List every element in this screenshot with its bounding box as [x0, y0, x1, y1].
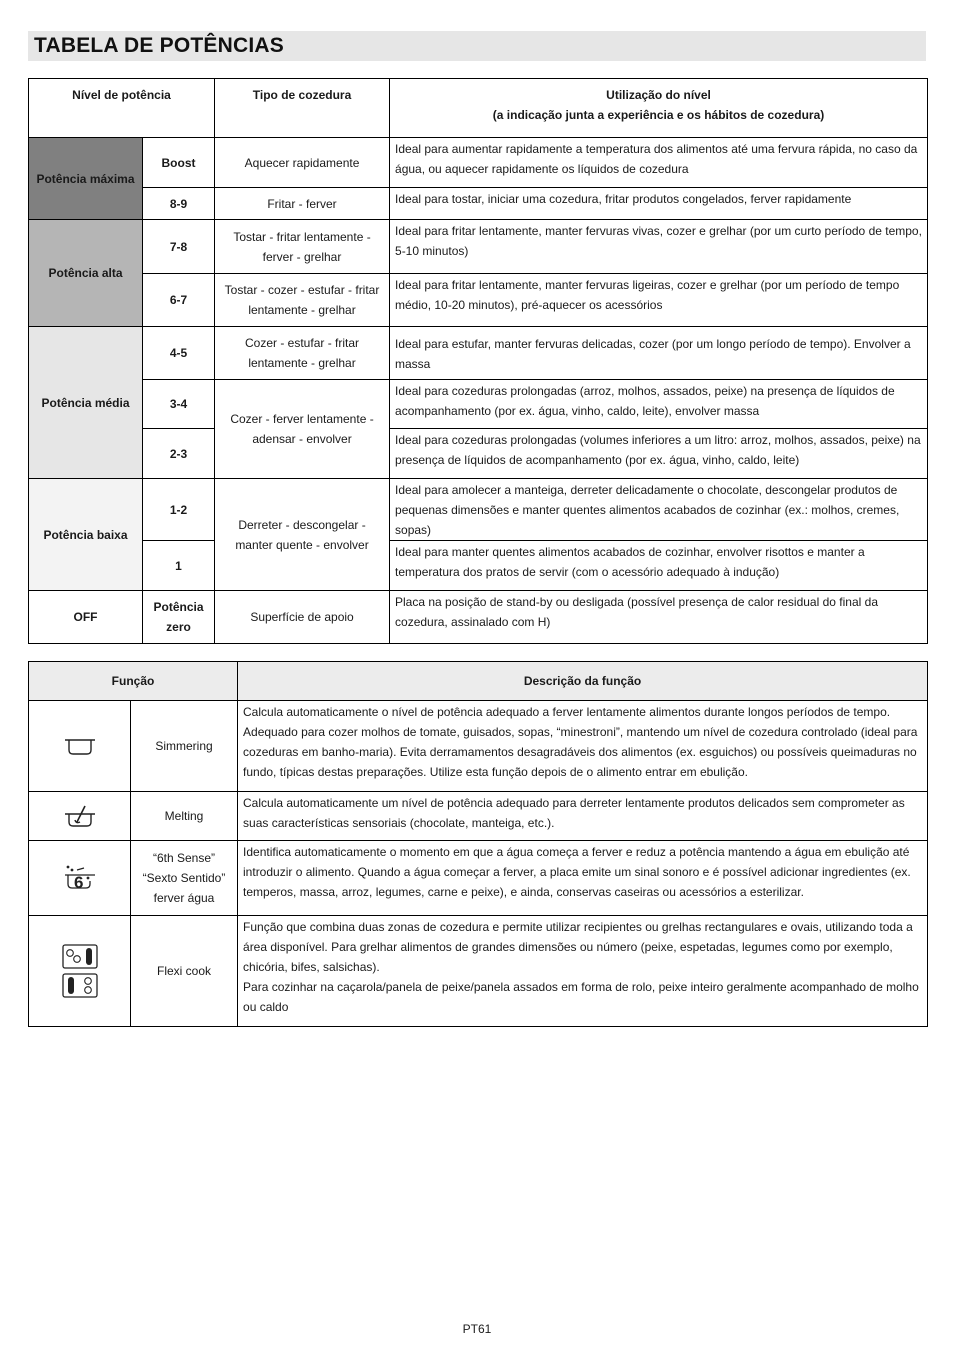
table-row [29, 327, 928, 380]
usage-text: Ideal para aumentar rapidamente a temperatura dos alimentos até uma fervura rápida, no caso da água, ou aquecer rapidamente os líquidos de cozedura [390, 138, 928, 188]
table-row [29, 188, 928, 220]
usage-text: Ideal para cozeduras prolongadas (volumes inferiores a um litro: arroz, molhos, assados, peixe) na presença de líquidos de acompanhamento (por ex. água, vinho, caldo, leite) [390, 429, 928, 479]
functions-table-header [29, 662, 928, 701]
table-row [29, 916, 928, 1027]
function-name-line: “Sexto Sentido” [142, 871, 226, 885]
cooking-type: Fritar - ferver [215, 188, 390, 220]
melting-pot-icon [63, 803, 97, 829]
cooking-type: Cozer - estufar - fritar lentamente - grelhar [215, 327, 390, 380]
header-function: Função [29, 662, 238, 701]
power-table-header [29, 79, 928, 138]
level-value: 2-3 [143, 429, 215, 479]
table-row [29, 220, 928, 274]
function-description: Identifica automaticamente o momento em que a água começa a ferver e reduz a potência mantendo a água em ebulição até introduzir o alimento. Quando a água começar a ferver, a placa emite um sinal sonoro e é possível adicionar ingredientes (ex. temperos, massa, arroz, legumes, carne e peixe), e ainda, conservas caseiras ou acessórios a esterilizar. [238, 841, 928, 916]
level-value: Boost [143, 138, 215, 188]
table-row [29, 138, 928, 188]
usage-text: Ideal para fritar lentamente, manter fervuras vivas, cozer e grelhar (por um curto período de tempo, 5-10 minutos) [390, 220, 928, 274]
level-value: 7-8 [143, 220, 215, 274]
group-off: OFF [29, 591, 143, 644]
table-row [29, 792, 928, 841]
cooking-type: Tostar - fritar lentamente - ferver - grelhar [215, 220, 390, 274]
usage-text: Ideal para amolecer a manteiga, derreter delicadamente o chocolate, descongelar produtos de pequenas dimensões e manter quentes alimentos acabados de cozinhar (ex.: molhos, cremes, sopas) [390, 479, 928, 541]
table-row [29, 274, 928, 327]
cooking-type: Derreter - descongelar - manter quente - envolver [215, 479, 390, 591]
function-name-line: “6th Sense” [152, 851, 216, 865]
level-value: 8-9 [143, 188, 215, 220]
power-levels-table [28, 78, 928, 644]
level-value: 4-5 [143, 327, 215, 380]
level-value: 6-7 [143, 274, 215, 327]
sixth-sense-boil-icon [62, 864, 98, 892]
group-potencia-media: Potência média [29, 327, 143, 479]
table-row [29, 541, 928, 591]
group-potencia-alta: Potência alta [29, 220, 143, 327]
cooking-type: Aquecer rapidamente [215, 138, 390, 188]
usage-text: Ideal para cozeduras prolongadas (arroz, molhos, assados, peixe) na presença de líquidos de acompanhamento (por ex. água, vinho, caldo, leite), envolver massa [390, 380, 928, 429]
group-potencia-baixa: Potência baixa [29, 479, 143, 591]
usage-text: Ideal para tostar, iniciar uma cozedura, fritar produtos congelados, ferver rapidamente [390, 188, 928, 220]
page-number: PT61 [462, 1322, 492, 1336]
function-name: Melting [131, 792, 238, 841]
function-name: Simmering [131, 701, 238, 792]
header-usage [390, 79, 928, 138]
simmering-pot-icon [63, 735, 97, 757]
group-potencia-maxima: Potência máxima [29, 138, 143, 220]
table-row [29, 701, 928, 792]
cooking-type: Cozer - ferver lentamente - adensar - envolver [215, 380, 390, 479]
description-paragraph: Para cozinhar na caçarola/panela de peixe/panela assados em forma de rolo, peixe inteiro geralmente acompanhado de molho ou caldo [243, 980, 919, 1014]
usage-text: Ideal para estufar, manter fervuras delicadas, cozer (por um longo período de tempo). Envolver a massa [390, 327, 928, 380]
function-description [238, 916, 928, 1027]
level-value: 1-2 [143, 479, 215, 541]
header-usage-subtitle: (a indicação junta a experiência e os hábitos de cozedura) [492, 108, 825, 122]
usage-text: Placa na posição de stand-by ou desligada (possível presença de calor residual do final da cozedura, assinalado com H) [390, 591, 928, 644]
svg-text:6: 6 [73, 873, 83, 892]
usage-text: Ideal para fritar lentamente, manter fervuras ligeiras, cozer e grelhar (por um período de tempo médio, 10-20 minutos), pré-aquecer os acessórios [390, 274, 928, 327]
usage-text: Ideal para manter quentes alimentos acabados de cozinhar, envolver risottos e manter a temperatura dos pratos de servir (com o acessório adequado à indução) [390, 541, 928, 591]
header-level: Nível de potência [29, 79, 215, 138]
table-row [29, 429, 928, 479]
page-title: TABELA DE POTÊNCIAS [28, 31, 926, 61]
table-row [29, 479, 928, 541]
cooking-type: Tostar - cozer - estufar - fritar lentamente - grelhar [215, 274, 390, 327]
cooking-type: Superfície de apoio [215, 591, 390, 644]
function-name: Flexi cook [131, 916, 238, 1027]
flexi-cook-zones-icon [61, 943, 99, 999]
table-row [29, 591, 928, 644]
functions-table [28, 661, 928, 1027]
function-description: Calcula automaticamente um nível de potência adequado para derreter lentamente produtos delicados sem comprometer as suas características sensoriais (chocolate, manteiga, etc.). [238, 792, 928, 841]
table-row [29, 841, 928, 916]
header-type: Tipo de cozedura [215, 79, 390, 138]
table-row [29, 380, 928, 429]
function-name [131, 841, 238, 916]
description-paragraph: Função que combina duas zonas de cozedura e permite utilizar recipientes ou grelhas rectangulares e ovais, utilizando toda a área disponível. Para grelhar alimentos de grandes dimensões ou número (peixe, espetadas, legumes como por exemplo, chicória, bifes, salsichas). [243, 920, 913, 974]
level-value: 1 [143, 541, 215, 591]
level-value: 3-4 [143, 380, 215, 429]
header-description: Descrição da função [238, 662, 928, 701]
function-description: Calcula automaticamente o nível de potência adequado a ferver lentamente alimentos durante longos períodos de tempo. Adequado para cozer molhos de tomate, guisados, sopas, “minestroni”, mantendo um nível de cozedura controlado (ideal para cozeduras em banho-maria). Evita derramamentos desagradáveis dos alimentos (ex. esguichos) ou possíveis queimaduras no fundo, típicas destas preparações. Utilize esta função depois de o alimento entrar em ebulição. [238, 701, 928, 792]
function-name-line: ferver água [153, 891, 215, 905]
header-usage-title: Utilização do nível [606, 88, 711, 102]
level-value: Potência zero [143, 591, 215, 644]
